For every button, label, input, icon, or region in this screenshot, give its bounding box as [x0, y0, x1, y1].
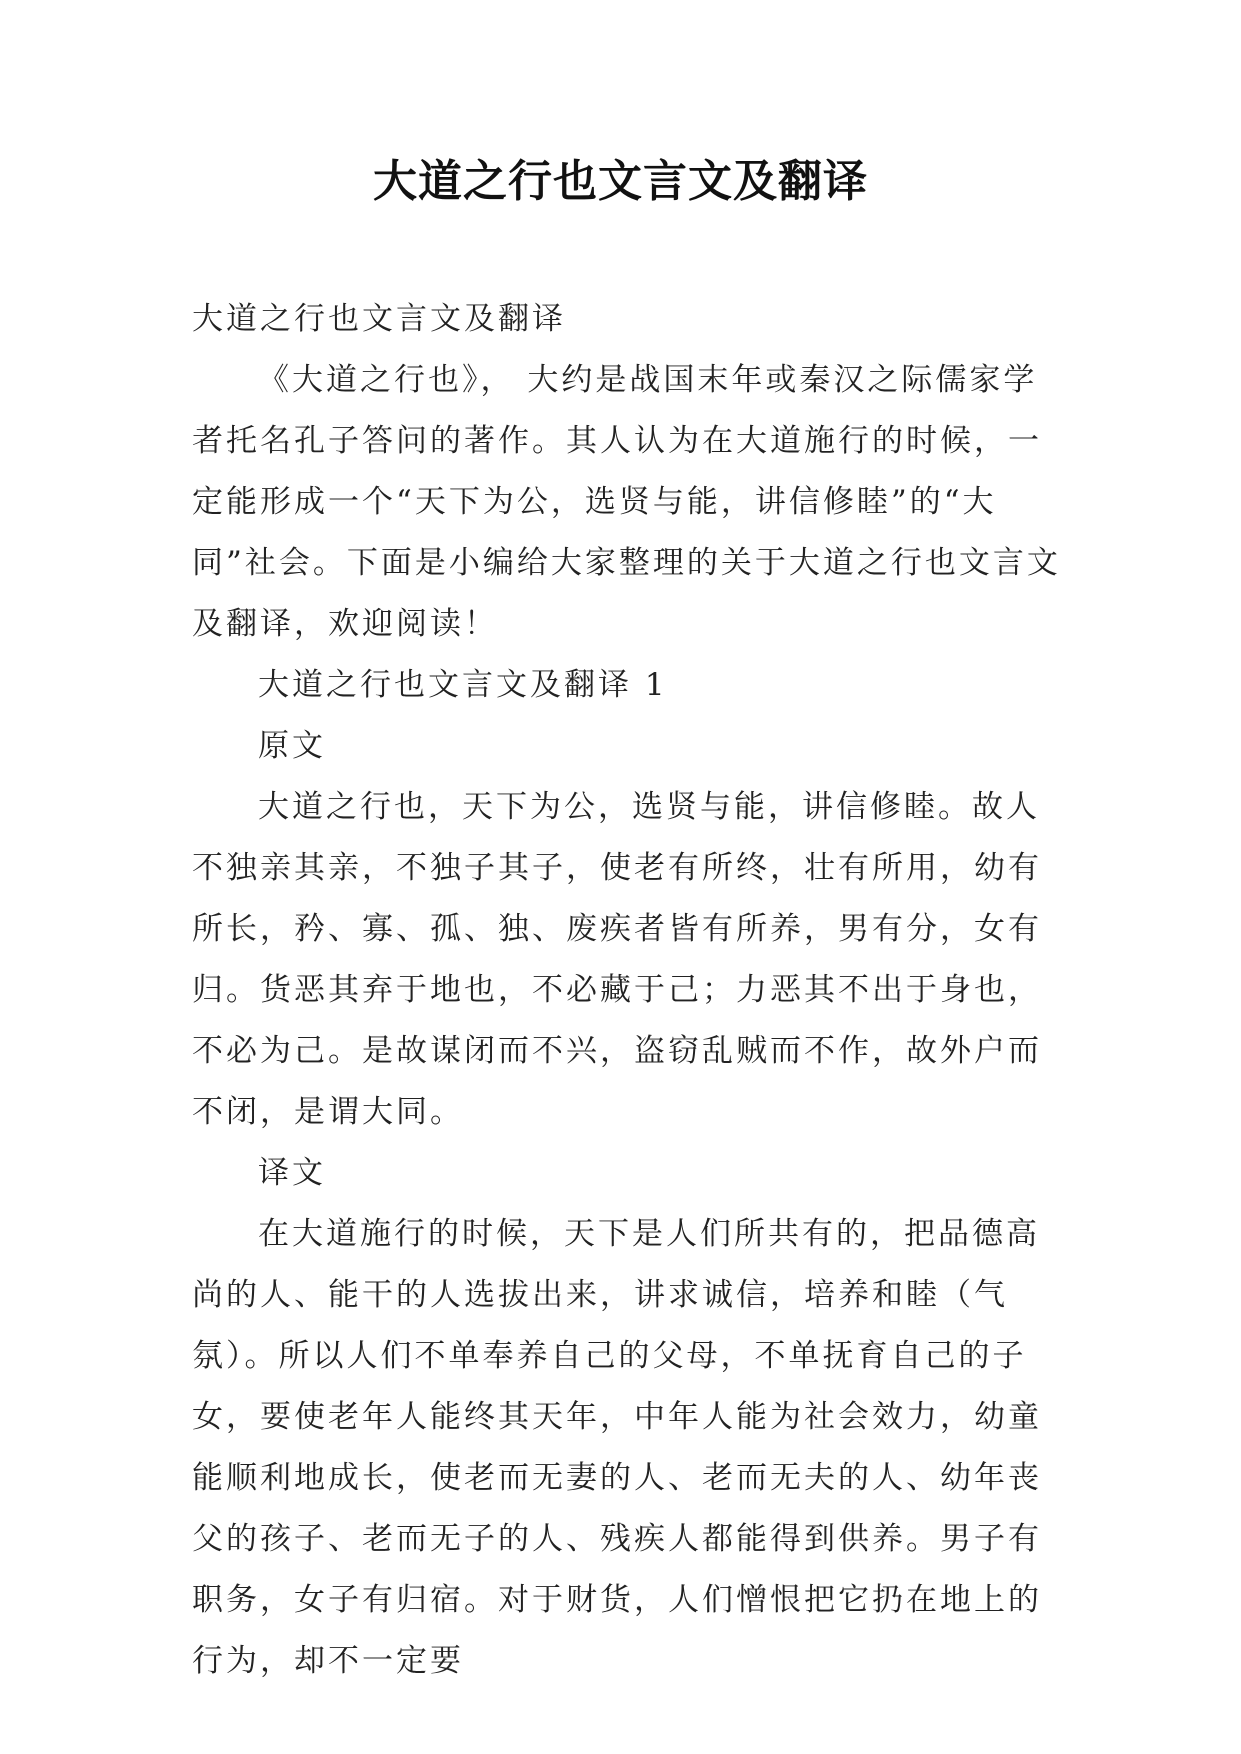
document-title: 大道之行也文言文及翻译	[373, 156, 868, 207]
subtitle-paragraph: 大道之行也文言文及翻译	[192, 301, 566, 337]
section-heading: 大道之行也文言文及翻译 1	[258, 667, 668, 703]
original-text-paragraph: 大道之行也，天下为公，选贤与能，讲信修睦。故人不独亲其亲，不独子其子，使老有所终，壮有所用，幼有所长，矜、寡、孤、独、废疾者皆有所养，男有分，女有归。货恶其弃于地也，不必藏于己；力恶其不出于身也，不必为己。是故谋闭而不兴，盗窃乱贼而不作，故外户而不闭，是谓大同。	[192, 789, 1042, 1130]
intro-paragraph: 《大道之行也》， 大约是战国末年或秦汉之际儒家学者托名孔子答问的著作。其人认为在大道施行的时候，一定能形成一个“天下为公，选贤与能，讲信修睦”的“大同”社会。下面是小编给大家整理的关于大道之行也文言文及翻译，欢迎阅读！	[192, 362, 1061, 642]
translation-label: 译文	[258, 1155, 326, 1191]
original-text-label: 原文	[258, 728, 326, 764]
translation-paragraph: 在大道施行的时候，天下是人们所共有的，把品德高尚的人、能干的人选拔出来，讲求诚信，培养和睦（气氛）。所以人们不单奉养自己的父母，不单抚育自己的子女，要使老年人能终其天年，中年人能为社会效力，幼童能顺利地成长，使老而无妻的人、老而无夫的人、幼年丧父的孩子、老而无子的人、残疾人都能得到供养。男子有职务，女子有归宿。对于财货，人们憎恨把它扔在地上的行为，却不一定要	[192, 1216, 1042, 1679]
document-body	[192, 289, 1062, 1692]
